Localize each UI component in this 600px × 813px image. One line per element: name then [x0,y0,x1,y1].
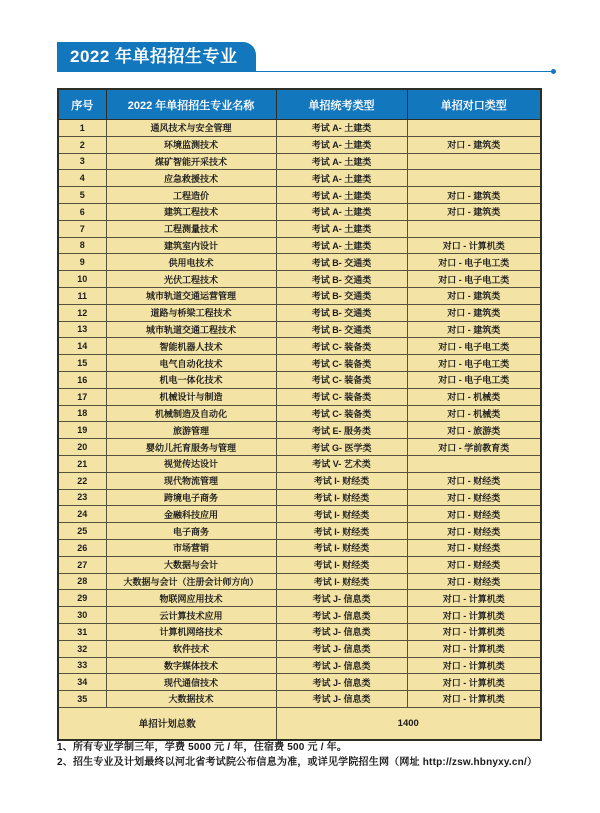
col-header-counterpart: 单招对口类型 [407,89,541,120]
cell-major: 智能机器人技术 [106,338,276,355]
cell-no: 25 [58,523,106,540]
cell-no: 20 [58,439,106,456]
cell-counterpart: 对口 - 计算机类 [407,674,541,691]
cell-major: 城市轨道交通运营管理 [106,287,276,304]
footnotes [57,740,557,770]
cell-unified: 考试 C- 装备类 [276,405,407,422]
cell-major: 现代通信技术 [106,674,276,691]
cell-major: 大数据与会计 [106,556,276,573]
cell-major: 工程测量技术 [106,220,276,237]
cell-counterpart: 对口 - 建筑类 [407,203,541,220]
cell-no: 28 [58,573,106,590]
cell-unified: 考试 B- 交通类 [276,287,407,304]
cell-major: 机械制造及自动化 [106,405,276,422]
cell-major: 供用电技术 [106,254,276,271]
table-row [58,455,541,472]
table-row [58,657,541,674]
table-row [58,388,541,405]
cell-counterpart: 对口 - 计算机类 [407,590,541,607]
cell-no: 16 [58,371,106,388]
table-row [58,187,541,204]
cell-major: 建筑室内设计 [106,237,276,254]
cell-counterpart: 对口 - 电子电工类 [407,371,541,388]
table-row [58,120,541,137]
total-value: 1400 [276,707,541,740]
cell-major: 光伏工程技术 [106,271,276,288]
cell-counterpart: 对口 - 财经类 [407,573,541,590]
cell-counterpart: 对口 - 计算机类 [407,623,541,640]
cell-unified: 考试 C- 装备类 [276,338,407,355]
cell-no: 13 [58,321,106,338]
cell-major: 数字媒体技术 [106,657,276,674]
cell-major: 电气自动化技术 [106,355,276,372]
table-row [58,153,541,170]
cell-no: 26 [58,539,106,556]
cell-unified: 考试 I- 财经类 [276,506,407,523]
cell-unified: 考试 I- 财经类 [276,523,407,540]
cell-unified: 考试 A- 土建类 [276,237,407,254]
cell-no: 15 [58,355,106,372]
cell-counterpart: 对口 - 财经类 [407,539,541,556]
table-row [58,489,541,506]
cell-unified: 考试 B- 交通类 [276,321,407,338]
cell-major: 现代物流管理 [106,472,276,489]
cell-counterpart: 对口 - 计算机类 [407,607,541,624]
cell-unified: 考试 A- 土建类 [276,136,407,153]
table-row [58,556,541,573]
cell-major: 道路与桥梁工程技术 [106,304,276,321]
section-title-banner [57,42,554,72]
cell-no: 2 [58,136,106,153]
table-row [58,237,541,254]
cell-major: 通风技术与安全管理 [106,120,276,137]
cell-no: 7 [58,220,106,237]
cell-no: 33 [58,657,106,674]
cell-no: 14 [58,338,106,355]
cell-unified: 考试 J- 信息类 [276,691,407,708]
cell-no: 1 [58,120,106,137]
table-row [58,439,541,456]
cell-counterpart: 对口 - 旅游类 [407,422,541,439]
cell-major: 机电一体化技术 [106,371,276,388]
cell-unified: 考试 J- 信息类 [276,590,407,607]
table-row [58,254,541,271]
cell-major: 旅游管理 [106,422,276,439]
cell-counterpart: 对口 - 建筑类 [407,287,541,304]
cell-no: 6 [58,203,106,220]
cell-no: 21 [58,455,106,472]
cell-major: 大数据与会计（注册会计师方向） [106,573,276,590]
cell-major: 计算机网络技术 [106,623,276,640]
cell-major: 环境监测技术 [106,136,276,153]
table-row [58,607,541,624]
table-row [58,640,541,657]
cell-no: 22 [58,472,106,489]
cell-major: 机械设计与制造 [106,388,276,405]
col-header-major: 2022 年单招招生专业名称 [106,89,276,120]
cell-unified: 考试 I- 财经类 [276,472,407,489]
table-row [58,271,541,288]
cell-counterpart [407,170,541,187]
cell-counterpart: 对口 - 建筑类 [407,321,541,338]
table-row [58,539,541,556]
cell-unified: 考试 I- 财经类 [276,573,407,590]
table-row [58,623,541,640]
cell-no: 32 [58,640,106,657]
cell-major: 云计算技术应用 [106,607,276,624]
table-row [58,203,541,220]
cell-counterpart: 对口 - 计算机类 [407,657,541,674]
cell-major: 煤矿智能开采技术 [106,153,276,170]
cell-major: 应急救援技术 [106,170,276,187]
cell-no: 10 [58,271,106,288]
cell-unified: 考试 A- 土建类 [276,120,407,137]
cell-unified: 考试 A- 土建类 [276,220,407,237]
cell-no: 31 [58,623,106,640]
cell-counterpart [407,120,541,137]
cell-unified: 考试 A- 土建类 [276,153,407,170]
cell-unified: 考试 B- 交通类 [276,304,407,321]
cell-unified: 考试 A- 土建类 [276,187,407,204]
cell-unified: 考试 J- 信息类 [276,674,407,691]
cell-major: 金融科技应用 [106,506,276,523]
cell-unified: 考试 I- 财经类 [276,539,407,556]
table-row [58,355,541,372]
cell-no: 24 [58,506,106,523]
table-row [58,506,541,523]
cell-no: 12 [58,304,106,321]
cell-counterpart: 对口 - 财经类 [407,489,541,506]
cell-counterpart: 对口 - 机械类 [407,388,541,405]
cell-no: 9 [58,254,106,271]
cell-no: 29 [58,590,106,607]
total-row [58,707,541,740]
cell-counterpart: 对口 - 财经类 [407,472,541,489]
cell-counterpart: 对口 - 电子电工类 [407,338,541,355]
cell-counterpart: 对口 - 建筑类 [407,136,541,153]
cell-major: 城市轨道交通工程技术 [106,321,276,338]
cell-no: 27 [58,556,106,573]
cell-unified: 考试 E- 服务类 [276,422,407,439]
cell-counterpart: 对口 - 电子电工类 [407,271,541,288]
header-row [58,89,541,120]
footnote-2: 2、招生专业及计划最终以河北省考试院公布信息为准，或详见学院招生网（网址 http://zsw.hbnyxy.cn/） [57,757,538,768]
cell-counterpart: 对口 - 计算机类 [407,691,541,708]
cell-major: 视觉传达设计 [106,455,276,472]
table-row [58,691,541,708]
cell-unified: 考试 V- 艺术类 [276,455,407,472]
table-row [58,304,541,321]
cell-counterpart [407,455,541,472]
cell-major: 建筑工程技术 [106,203,276,220]
table-row [58,220,541,237]
cell-unified: 考试 I- 财经类 [276,489,407,506]
cell-no: 30 [58,607,106,624]
cell-major: 婴幼儿托育服务与管理 [106,439,276,456]
table-row [58,287,541,304]
cell-unified: 考试 G- 医学类 [276,439,407,456]
cell-counterpart: 对口 - 建筑类 [407,187,541,204]
col-header-no: 序号 [58,89,106,120]
cell-no: 17 [58,388,106,405]
cell-unified: 考试 J- 信息类 [276,623,407,640]
cell-major: 大数据技术 [106,691,276,708]
page-title: 2022 年单招招生专业 [57,42,256,71]
table-row [58,136,541,153]
cell-major: 工程造价 [106,187,276,204]
cell-no: 35 [58,691,106,708]
table-row [58,338,541,355]
cell-major: 电子商务 [106,523,276,540]
cell-counterpart [407,153,541,170]
cell-major: 物联网应用技术 [106,590,276,607]
cell-counterpart: 对口 - 建筑类 [407,304,541,321]
cell-counterpart: 对口 - 电子电工类 [407,355,541,372]
cell-unified: 考试 J- 信息类 [276,640,407,657]
cell-unified: 考试 B- 交通类 [276,271,407,288]
cell-counterpart: 对口 - 财经类 [407,523,541,540]
table-row [58,371,541,388]
cell-counterpart: 对口 - 电子电工类 [407,254,541,271]
cell-no: 4 [58,170,106,187]
cell-counterpart: 对口 - 机械类 [407,405,541,422]
cell-unified: 考试 C- 装备类 [276,371,407,388]
table-row [58,472,541,489]
cell-no: 18 [58,405,106,422]
cell-unified: 考试 I- 财经类 [276,556,407,573]
cell-counterpart: 对口 - 计算机类 [407,640,541,657]
table-row [58,590,541,607]
cell-no: 19 [58,422,106,439]
cell-no: 3 [58,153,106,170]
table-row [58,321,541,338]
cell-counterpart [407,220,541,237]
cell-no: 34 [58,674,106,691]
table-row [58,523,541,540]
cell-unified: 考试 J- 信息类 [276,657,407,674]
cell-unified: 考试 A- 土建类 [276,170,407,187]
cell-counterpart: 对口 - 计算机类 [407,237,541,254]
cell-no: 23 [58,489,106,506]
cell-counterpart: 对口 - 财经类 [407,506,541,523]
cell-counterpart: 对口 - 学前教育类 [407,439,541,456]
line-end-dot [551,69,556,74]
cell-major: 软件技术 [106,640,276,657]
total-label: 单招计划总数 [58,707,276,740]
cell-unified: 考试 J- 信息类 [276,607,407,624]
col-header-unified: 单招统考类型 [276,89,407,120]
cell-unified: 考试 B- 交通类 [276,254,407,271]
table-row [58,674,541,691]
table-row [58,422,541,439]
cell-no: 8 [58,237,106,254]
cell-unified: 考试 C- 装备类 [276,388,407,405]
cell-counterpart: 对口 - 财经类 [407,556,541,573]
cell-major: 跨境电子商务 [106,489,276,506]
table-row [58,170,541,187]
majors-table [57,88,542,741]
cell-no: 11 [58,287,106,304]
table-row [58,405,541,422]
footnote-1: 1、所有专业学制三年，学费 5000 元 / 年，住宿费 500 元 / 年。 [57,742,348,753]
cell-unified: 考试 A- 土建类 [276,203,407,220]
table-row [58,573,541,590]
cell-major: 市场营销 [106,539,276,556]
cell-unified: 考试 C- 装备类 [276,355,407,372]
table-body [58,120,541,708]
cell-no: 5 [58,187,106,204]
